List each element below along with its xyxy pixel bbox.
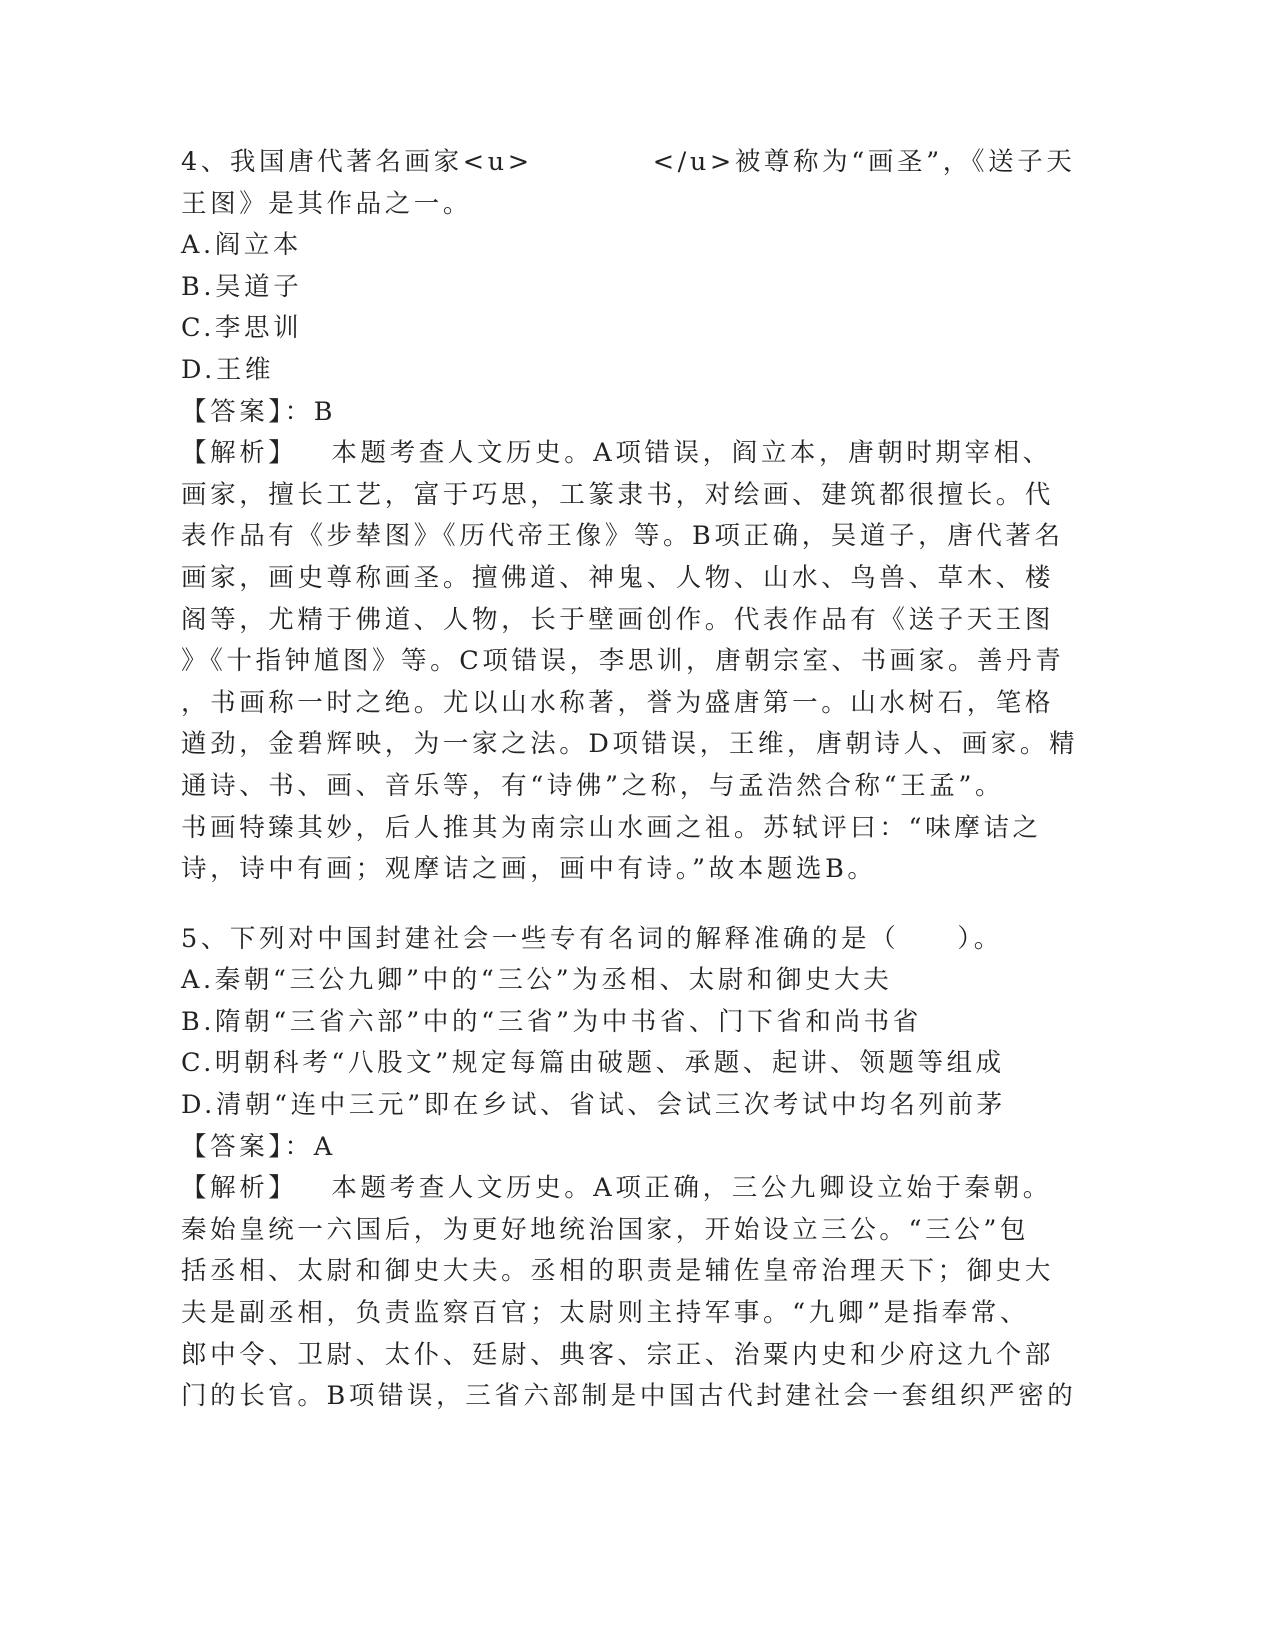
question-stem-line: 5、下列对中国封建社会一些专有名词的解释准确的是（ ）。 — [181, 923, 1003, 954]
explanation-line: 遒劲，金碧辉映，为一家之法。D项错误，王维，唐朝诗人、画家。精 — [181, 729, 1079, 760]
explanation-label: 【解析】 — [181, 438, 298, 469]
explanation-line: 诗，诗中有画；观摩诘之画，画中有诗。”故本题选B。 — [181, 854, 877, 885]
question-5 — [181, 919, 1077, 1418]
explanation-text: 本题考查人文历史。A项错误，阎立本，唐朝时期宰相、 — [331, 438, 1052, 469]
explanation-line: 秦始皇统一六国后，为更好地统治国家，开始设立三公。“三公”包 — [181, 1214, 1030, 1245]
option-a: A.秦朝“三公九卿”中的“三公”为丞相、太尉和御史大夫 — [181, 965, 893, 996]
explanation-line: ，书画称一时之绝。尤以山水称著，誉为盛唐第一。山水树石，笔格 — [181, 687, 1055, 718]
question-4 — [181, 142, 1079, 891]
explanation-line: 括丞相、太尉和御史大夫。丞相的职责是辅佐皇帝治理天下；御史大 — [181, 1256, 1055, 1287]
explanation-line: 通诗、书、画、音乐等，有“诗佛”之称，与孟浩然合称“王孟”。 — [181, 770, 1005, 801]
explanation-line — [181, 1168, 1052, 1210]
option-d: D.清朝“连中三元”即在乡试、省试、会试三次考试中均名列前茅 — [181, 1090, 1006, 1121]
explanation-line: 郎中令、卫尉、太仆、廷尉、典客、宗正、治粟内史和少府这九个部 — [181, 1339, 1055, 1370]
explanation-line: 画家，画史尊称画圣。擅佛道、神鬼、人物、山水、鸟兽、草木、楼 — [181, 562, 1055, 593]
option-b: B.吴道子 — [181, 271, 303, 302]
question-stem-text: 4、我国唐代著名画家<u> — [181, 147, 533, 177]
answer-line: 【答案】：A — [181, 1131, 336, 1162]
explanation-line: 》《十指钟馗图》等。C项错误，李思训，唐朝宗室、书画家。善丹青 — [181, 646, 1065, 677]
explanation-line: 画家，擅长工艺，富于巧思，工篆隶书，对绘画、建筑都很擅长。代 — [181, 479, 1055, 510]
question-stem-line — [181, 142, 1076, 184]
question-stem-text: </u>被尊称为“画圣”，《送子天 — [652, 147, 1076, 177]
document-page — [181, 142, 1079, 1418]
option-a: A.阎立本 — [181, 230, 303, 261]
option-d: D.王维 — [181, 354, 275, 385]
explanation-line — [181, 433, 1052, 475]
question-stem-line: 王图》是其作品之一。 — [181, 188, 473, 219]
explanation-line: 门的长官。B项错误，三省六部制是中国古代封建社会一套组织严密的 — [181, 1381, 1077, 1412]
explanation-line: 书画特臻其妙，后人推其为南宗山水画之祖。苏轼评曰：“味摩诘之 — [181, 812, 1042, 843]
option-c: C.李思训 — [181, 313, 303, 344]
explanation-line: 阁等，尤精于佛道、人物，长于壁画创作。代表作品有《送子天王图 — [181, 604, 1055, 635]
explanation-label: 【解析】 — [181, 1173, 298, 1204]
answer-line: 【答案】：B — [181, 396, 337, 427]
explanation-line: 夫是副丞相，负责监察百官；太尉则主持军事。“九卿”是指奉常、 — [181, 1298, 1030, 1329]
explanation-text: 本题考查人文历史。A项正确，三公九卿设立始于秦朝。 — [331, 1173, 1052, 1204]
option-c: C.明朝科考“八股文”规定每篇由破题、承题、起讲、领题等组成 — [181, 1048, 1005, 1079]
option-b: B.隋朝“三省六部”中的“三省”为中书省、门下省和尚书省 — [181, 1006, 922, 1037]
explanation-line: 表作品有《步辇图》《历代帝王像》等。B项正确，吴道子，唐代著名 — [181, 521, 1064, 552]
